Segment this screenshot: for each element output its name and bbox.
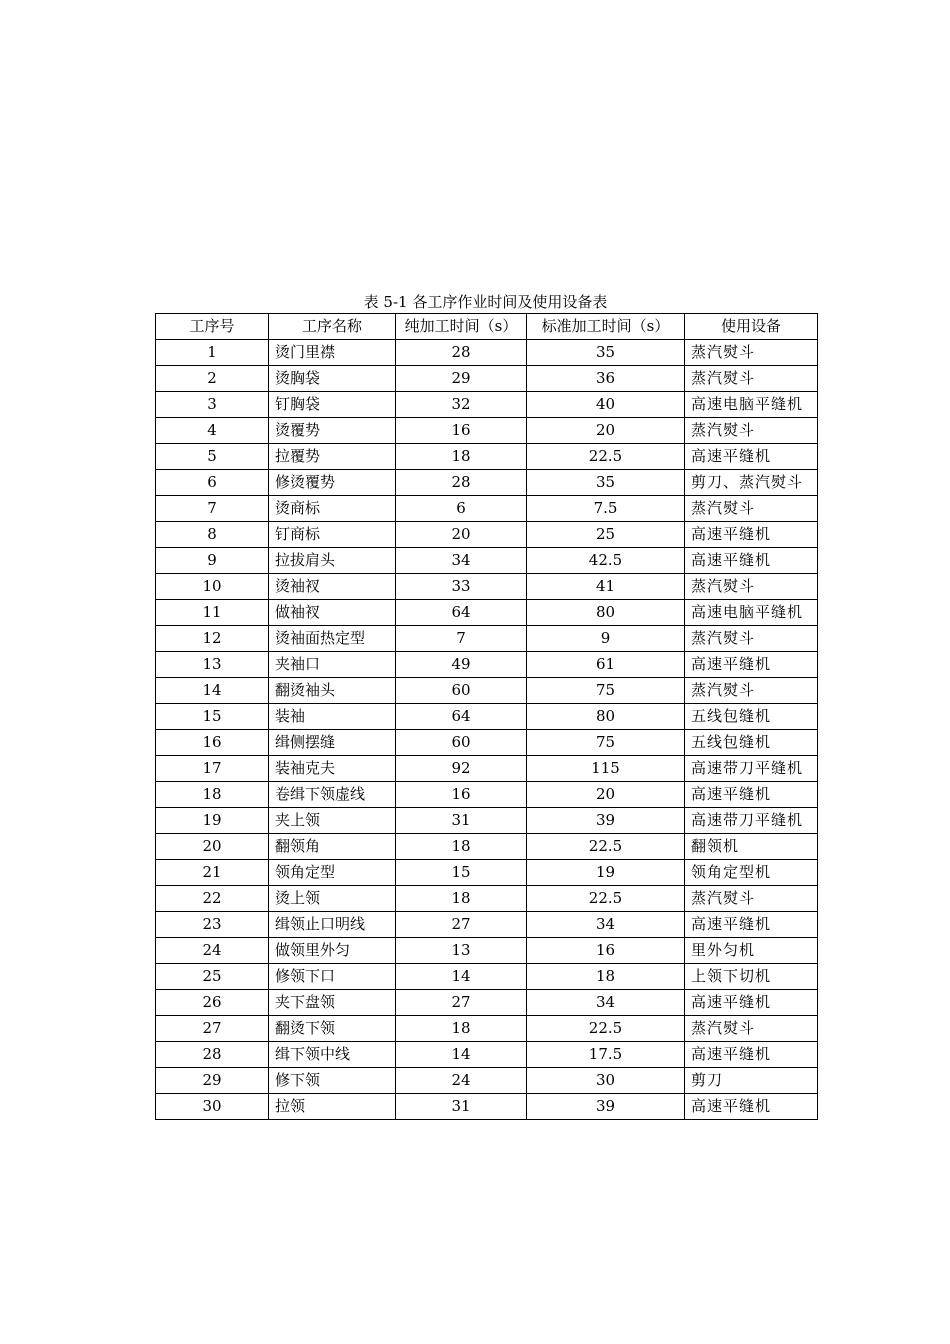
table-row <box>156 1068 818 1094</box>
cell-net-time: 27 <box>396 912 527 938</box>
cell-step-name: 翻烫下领 <box>269 1016 396 1042</box>
cell-equipment: 高速平缝机 <box>685 990 818 1016</box>
cell-equipment: 高速平缝机 <box>685 444 818 470</box>
cell-step-no: 11 <box>156 600 269 626</box>
cell-step-no: 29 <box>156 1068 269 1094</box>
table-row <box>156 626 818 652</box>
cell-equipment: 蒸汽熨斗 <box>685 886 818 912</box>
cell-equipment: 高速平缝机 <box>685 652 818 678</box>
cell-equipment: 剪刀、蒸汽熨斗 <box>685 470 818 496</box>
table-row <box>156 522 818 548</box>
cell-net-time: 64 <box>396 600 527 626</box>
header-row <box>156 314 818 340</box>
cell-step-no: 28 <box>156 1042 269 1068</box>
cell-step-no: 2 <box>156 366 269 392</box>
cell-net-time: 28 <box>396 470 527 496</box>
cell-net-time: 13 <box>396 938 527 964</box>
table-row <box>156 756 818 782</box>
cell-standard-time: 36 <box>527 366 685 392</box>
table-row <box>156 1094 818 1120</box>
cell-step-name: 烫覆势 <box>269 418 396 444</box>
cell-step-name: 烫袖衩 <box>269 574 396 600</box>
cell-step-no: 7 <box>156 496 269 522</box>
table-row <box>156 574 818 600</box>
table-row <box>156 860 818 886</box>
cell-equipment: 蒸汽熨斗 <box>685 574 818 600</box>
cell-net-time: 18 <box>396 834 527 860</box>
cell-equipment: 蒸汽熨斗 <box>685 366 818 392</box>
cell-step-name: 烫商标 <box>269 496 396 522</box>
cell-standard-time: 75 <box>527 730 685 756</box>
header-cell: 纯加工时间（s） <box>396 314 527 340</box>
cell-net-time: 7 <box>396 626 527 652</box>
header-cell: 标准加工时间（s） <box>527 314 685 340</box>
cell-step-name: 夹袖口 <box>269 652 396 678</box>
cell-step-no: 10 <box>156 574 269 600</box>
table-row <box>156 730 818 756</box>
cell-net-time: 15 <box>396 860 527 886</box>
cell-step-no: 3 <box>156 392 269 418</box>
cell-step-no: 23 <box>156 912 269 938</box>
cell-standard-time: 19 <box>527 860 685 886</box>
cell-standard-time: 22.5 <box>527 886 685 912</box>
cell-net-time: 32 <box>396 392 527 418</box>
cell-net-time: 33 <box>396 574 527 600</box>
cell-step-name: 拉覆势 <box>269 444 396 470</box>
cell-equipment: 蒸汽熨斗 <box>685 418 818 444</box>
cell-step-name: 拉领 <box>269 1094 396 1120</box>
cell-standard-time: 22.5 <box>527 1016 685 1042</box>
cell-net-time: 16 <box>396 782 527 808</box>
cell-step-name: 夹上领 <box>269 808 396 834</box>
cell-standard-time: 115 <box>527 756 685 782</box>
cell-step-name: 翻烫袖头 <box>269 678 396 704</box>
cell-step-name: 领角定型 <box>269 860 396 886</box>
cell-net-time: 60 <box>396 730 527 756</box>
cell-step-no: 14 <box>156 678 269 704</box>
cell-equipment: 蒸汽熨斗 <box>685 1016 818 1042</box>
cell-equipment: 领角定型机 <box>685 860 818 886</box>
cell-equipment: 高速电脑平缝机 <box>685 600 818 626</box>
cell-step-no: 18 <box>156 782 269 808</box>
cell-step-no: 9 <box>156 548 269 574</box>
cell-standard-time: 42.5 <box>527 548 685 574</box>
table-row <box>156 834 818 860</box>
cell-net-time: 18 <box>396 886 527 912</box>
header-cell: 工序号 <box>156 314 269 340</box>
cell-step-no: 4 <box>156 418 269 444</box>
cell-step-name: 烫袖面热定型 <box>269 626 396 652</box>
cell-standard-time: 41 <box>527 574 685 600</box>
table-row <box>156 938 818 964</box>
cell-step-no: 30 <box>156 1094 269 1120</box>
header-cell: 使用设备 <box>685 314 818 340</box>
table-row <box>156 1042 818 1068</box>
cell-standard-time: 34 <box>527 990 685 1016</box>
table-row <box>156 496 818 522</box>
cell-step-no: 24 <box>156 938 269 964</box>
table-row <box>156 808 818 834</box>
cell-step-name: 做领里外匀 <box>269 938 396 964</box>
table-row <box>156 340 818 366</box>
cell-standard-time: 30 <box>527 1068 685 1094</box>
cell-step-no: 15 <box>156 704 269 730</box>
cell-equipment: 五线包缝机 <box>685 730 818 756</box>
cell-step-name: 装袖克夫 <box>269 756 396 782</box>
cell-equipment: 里外匀机 <box>685 938 818 964</box>
cell-standard-time: 35 <box>527 470 685 496</box>
cell-equipment: 高速平缝机 <box>685 1094 818 1120</box>
cell-equipment: 高速平缝机 <box>685 548 818 574</box>
table-row <box>156 886 818 912</box>
cell-step-no: 13 <box>156 652 269 678</box>
cell-equipment: 高速平缝机 <box>685 522 818 548</box>
cell-net-time: 18 <box>396 444 527 470</box>
cell-standard-time: 18 <box>527 964 685 990</box>
cell-step-no: 27 <box>156 1016 269 1042</box>
cell-step-name: 夹下盘领 <box>269 990 396 1016</box>
header-cell: 工序名称 <box>269 314 396 340</box>
cell-equipment: 蒸汽熨斗 <box>685 626 818 652</box>
cell-standard-time: 17.5 <box>527 1042 685 1068</box>
cell-step-no: 12 <box>156 626 269 652</box>
cell-net-time: 27 <box>396 990 527 1016</box>
cell-net-time: 28 <box>396 340 527 366</box>
cell-net-time: 6 <box>396 496 527 522</box>
cell-step-name: 钉胸袋 <box>269 392 396 418</box>
cell-net-time: 34 <box>396 548 527 574</box>
cell-standard-time: 16 <box>527 938 685 964</box>
table-row <box>156 704 818 730</box>
cell-net-time: 60 <box>396 678 527 704</box>
cell-net-time: 20 <box>396 522 527 548</box>
cell-standard-time: 22.5 <box>527 834 685 860</box>
cell-equipment: 蒸汽熨斗 <box>685 496 818 522</box>
cell-step-no: 5 <box>156 444 269 470</box>
table-row <box>156 418 818 444</box>
process-time-table <box>155 313 818 1120</box>
cell-equipment: 五线包缝机 <box>685 704 818 730</box>
cell-step-name: 修领下口 <box>269 964 396 990</box>
cell-standard-time: 25 <box>527 522 685 548</box>
cell-step-name: 烫门里襟 <box>269 340 396 366</box>
cell-standard-time: 40 <box>527 392 685 418</box>
cell-standard-time: 61 <box>527 652 685 678</box>
table-row <box>156 1016 818 1042</box>
cell-standard-time: 34 <box>527 912 685 938</box>
cell-equipment: 蒸汽熨斗 <box>685 678 818 704</box>
cell-step-name: 缉下领中线 <box>269 1042 396 1068</box>
table-row <box>156 470 818 496</box>
table-row <box>156 600 818 626</box>
cell-standard-time: 35 <box>527 340 685 366</box>
cell-equipment: 蒸汽熨斗 <box>685 340 818 366</box>
cell-step-no: 8 <box>156 522 269 548</box>
cell-step-no: 16 <box>156 730 269 756</box>
cell-net-time: 14 <box>396 1042 527 1068</box>
cell-standard-time: 75 <box>527 678 685 704</box>
cell-step-no: 20 <box>156 834 269 860</box>
cell-step-no: 6 <box>156 470 269 496</box>
table-caption: 表 5-1 各工序作业时间及使用设备表 <box>363 293 608 311</box>
cell-equipment: 上领下切机 <box>685 964 818 990</box>
cell-step-name: 缉侧摆缝 <box>269 730 396 756</box>
cell-step-no: 22 <box>156 886 269 912</box>
table-row <box>156 652 818 678</box>
cell-step-name: 修下领 <box>269 1068 396 1094</box>
cell-step-name: 修烫覆势 <box>269 470 396 496</box>
table-row <box>156 990 818 1016</box>
table-row <box>156 392 818 418</box>
cell-step-no: 26 <box>156 990 269 1016</box>
cell-standard-time: 22.5 <box>527 444 685 470</box>
cell-standard-time: 20 <box>527 782 685 808</box>
cell-step-name: 做袖衩 <box>269 600 396 626</box>
cell-step-no: 21 <box>156 860 269 886</box>
cell-equipment: 翻领机 <box>685 834 818 860</box>
cell-equipment: 高速平缝机 <box>685 1042 818 1068</box>
cell-standard-time: 80 <box>527 600 685 626</box>
cell-step-no: 25 <box>156 964 269 990</box>
cell-step-name: 缉领止口明线 <box>269 912 396 938</box>
cell-step-name: 烫上领 <box>269 886 396 912</box>
cell-net-time: 49 <box>396 652 527 678</box>
cell-net-time: 24 <box>396 1068 527 1094</box>
cell-standard-time: 80 <box>527 704 685 730</box>
cell-step-no: 19 <box>156 808 269 834</box>
cell-standard-time: 20 <box>527 418 685 444</box>
cell-net-time: 29 <box>396 366 527 392</box>
cell-step-name: 烫胸袋 <box>269 366 396 392</box>
cell-equipment: 剪刀 <box>685 1068 818 1094</box>
table-row <box>156 782 818 808</box>
cell-net-time: 18 <box>396 1016 527 1042</box>
cell-step-name: 翻领角 <box>269 834 396 860</box>
cell-standard-time: 7.5 <box>527 496 685 522</box>
table-row <box>156 678 818 704</box>
table-row <box>156 548 818 574</box>
cell-equipment: 高速平缝机 <box>685 912 818 938</box>
cell-net-time: 92 <box>396 756 527 782</box>
table-row <box>156 366 818 392</box>
cell-net-time: 31 <box>396 1094 527 1120</box>
cell-standard-time: 9 <box>527 626 685 652</box>
table-row <box>156 444 818 470</box>
cell-step-name: 卷缉下领虚线 <box>269 782 396 808</box>
cell-equipment: 高速带刀平缝机 <box>685 756 818 782</box>
cell-net-time: 31 <box>396 808 527 834</box>
cell-step-name: 拉拔肩头 <box>269 548 396 574</box>
cell-step-no: 17 <box>156 756 269 782</box>
cell-net-time: 14 <box>396 964 527 990</box>
cell-equipment: 高速电脑平缝机 <box>685 392 818 418</box>
cell-standard-time: 39 <box>527 1094 685 1120</box>
cell-step-name: 钉商标 <box>269 522 396 548</box>
cell-step-no: 1 <box>156 340 269 366</box>
cell-step-name: 装袖 <box>269 704 396 730</box>
table-row <box>156 912 818 938</box>
cell-net-time: 16 <box>396 418 527 444</box>
table-row <box>156 964 818 990</box>
cell-net-time: 64 <box>396 704 527 730</box>
cell-equipment: 高速带刀平缝机 <box>685 808 818 834</box>
cell-standard-time: 39 <box>527 808 685 834</box>
cell-equipment: 高速平缝机 <box>685 782 818 808</box>
